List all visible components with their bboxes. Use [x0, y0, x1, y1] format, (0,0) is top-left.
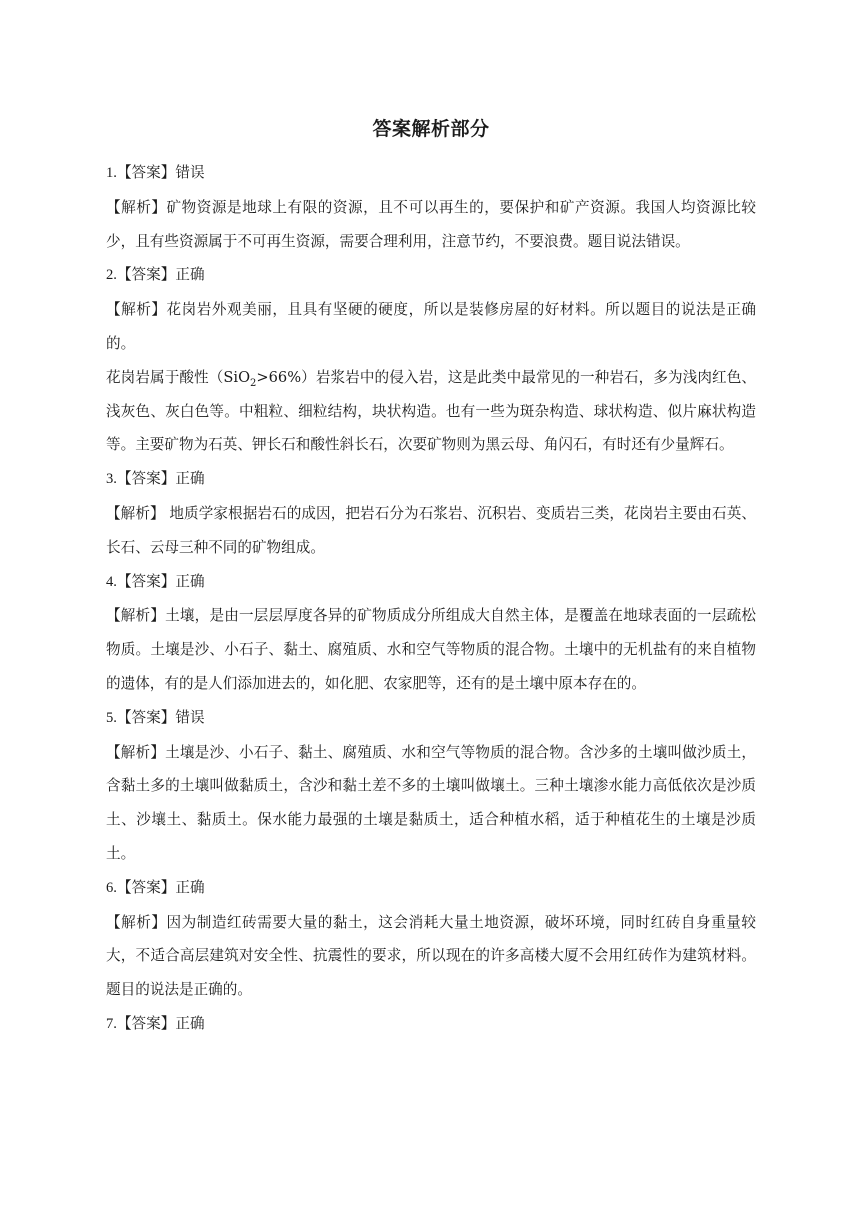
item-number: 3. [106, 471, 117, 488]
answer-value: 错误 [175, 164, 205, 181]
answer-item [106, 871, 756, 1007]
analysis-paragraph [106, 497, 756, 565]
analysis-text: 土壤是沙、小石子、黏土、腐殖质、水和空气等物质的混合物。含沙多的土壤叫做沙质土，含黏土多的土壤叫做黏质土，含沙和黏土差不多的土壤叫做壤土。三种土壤渗水能力高低依次是沙质土、沙壤土、黏质土。保水能力最强的土壤是黏质土，适合种植水稻，适于种植花生的土壤是沙质土。 [106, 743, 756, 862]
analysis-paragraph [106, 293, 756, 361]
item-number: 5. [106, 709, 117, 726]
analysis-tag: 【解析】 [106, 198, 167, 216]
answer-tag: 【答案】 [116, 164, 176, 181]
analysis-tag: 【解析】 [106, 504, 165, 522]
analysis-paragraph [106, 736, 756, 871]
answer-tag: 【答案】 [116, 708, 176, 726]
answer-item [106, 565, 756, 701]
answer-line [106, 701, 756, 736]
item-number: 2. [106, 267, 117, 284]
item-number: 1. [106, 165, 117, 181]
answer-tag: 【答案】 [116, 878, 176, 896]
answer-value: 正确 [175, 266, 205, 284]
analysis-tag: 【解析】 [106, 607, 166, 625]
page-title: 答案解析部分 [372, 118, 490, 140]
analysis-text: 花岗岩属于酸性（SiO [106, 368, 251, 386]
answer-content [106, 156, 756, 1042]
analysis-text: 地质学家根据岩石的成因，把岩石分为石浆岩、沉积岩、变质岩三类，花岗岩主要由石英、长石、云母三种不同的矿物组成。 [106, 504, 756, 556]
answer-item [106, 1007, 756, 1042]
analysis-paragraph-extra [106, 361, 756, 462]
answer-line [106, 156, 756, 191]
answer-item [106, 156, 756, 258]
item-number: 6. [106, 879, 117, 896]
answer-tag: 【答案】 [116, 1014, 176, 1032]
answer-tag: 【答案】 [116, 470, 176, 488]
analysis-text: >66%）岩浆岩中的侵入岩，这是此类中最常见的一种岩石，多为浅肉红色、浅灰色、灰白色等。中粗粒、细粒结构，块状构造。也有一些为斑杂构造、球状构造、似片麻状构造等。主要矿物为石英、钾长石和酸性斜长石，次要矿物则为黑云母、角闪石，有时还有少量辉石。 [106, 368, 756, 454]
analysis-paragraph [106, 191, 756, 259]
item-number: 4. [106, 573, 117, 590]
item-number: 7. [106, 1015, 117, 1032]
answer-item [106, 701, 756, 871]
answer-line [106, 462, 756, 497]
analysis-tag: 【解析】 [106, 301, 167, 319]
answer-value: 正确 [175, 1014, 205, 1032]
analysis-paragraph [106, 599, 756, 700]
answer-value: 错误 [175, 708, 205, 726]
analysis-text: 土壤，是由一层层厚度各异的矿物质成分所组成大自然主体，是覆盖在地球表面的一层疏松物质。土壤是沙、小石子、黏土、腐殖质、水和空气等物质的混合物。土壤中的无机盐有的来自植物的遗体，有的是人们添加进去的，如化肥、农家肥等，还有的是土壤中原本存在的。 [106, 607, 756, 692]
answer-value: 正确 [175, 572, 205, 590]
analysis-text: 矿物资源是地球上有限的资源，且不可以再生的，要保护和矿产资源。我国人均资源比较少，且有些资源属于不可再生资源，需要合理利用，注意节约，不要浪费。题目说法错误。 [106, 198, 756, 250]
answer-item [106, 462, 756, 564]
answer-value: 正确 [175, 878, 205, 896]
answer-line [106, 1007, 756, 1042]
analysis-tag: 【解析】 [106, 743, 166, 761]
answer-line [106, 871, 756, 906]
analysis-paragraph [106, 906, 756, 1007]
answer-value: 正确 [175, 470, 205, 488]
answer-tag: 【答案】 [116, 266, 176, 284]
analysis-text: 花岗岩外观美丽，且具有坚硬的硬度，所以是装修房屋的好材料。所以题目的说法是正确的。 [106, 301, 756, 352]
answer-tag: 【答案】 [116, 572, 176, 590]
answer-line [106, 565, 756, 600]
answer-item [106, 258, 756, 462]
analysis-tag: 【解析】 [106, 913, 167, 931]
analysis-text: 因为制造红砖需要大量的黏土，这会消耗大量土地资源，破坏环境，同时红砖自身重量较大，不适合高层建筑对安全性、抗震性的要求，所以现在的许多高楼大厦不会用红砖作为建筑材料。题目的说法是正确的。 [106, 913, 756, 999]
answer-line [106, 258, 756, 293]
subscript: 2 [250, 377, 257, 389]
